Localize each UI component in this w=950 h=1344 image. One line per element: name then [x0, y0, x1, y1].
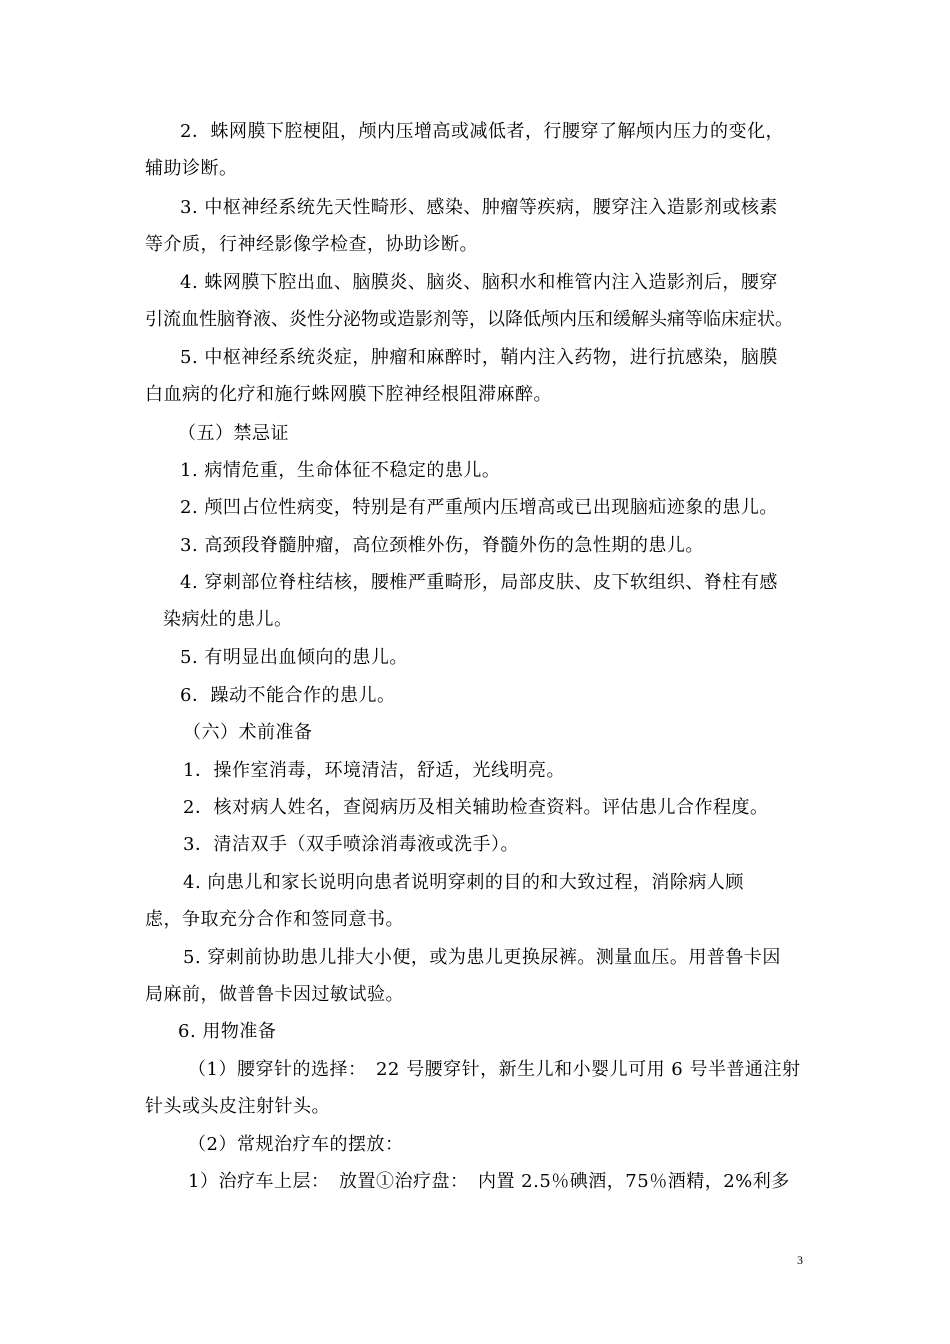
- text-line: 针头或头皮注射针头。: [145, 1096, 330, 1117]
- text-line: 1）治疗车上层： 放置①治疗盘： 内置 2.5％碘酒，75％酒精，2%利多: [188, 1171, 790, 1192]
- text-line: 辅助诊断。: [145, 158, 238, 179]
- text-line: 等介质，行神经影像学检查，协助诊断。: [145, 234, 478, 255]
- text-line: 3. 高颈段脊髓肿瘤，高位颈椎外伤，脊髓外伤的急性期的患儿。: [180, 535, 704, 556]
- text-line: 1．操作室消毒，环境清洁，舒适，光线明亮。: [183, 760, 565, 781]
- text-line: 5. 穿刺前协助患儿排大小便，或为患儿更换尿裤。测量血压。用普鲁卡因: [183, 947, 781, 968]
- text-line: 5. 有明显出血倾向的患儿。: [180, 647, 408, 668]
- text-line: 4. 向患儿和家长说明向患者说明穿刺的目的和大致过程，消除病人顾: [183, 872, 744, 893]
- text-line: 2. 颅凹占位性病变，特别是有严重颅内压增高或已出现脑疝迹象的患儿。: [180, 497, 778, 518]
- text-line: 染病灶的患儿。: [163, 609, 293, 630]
- text-line: （2）常规治疗车的摆放：: [188, 1134, 404, 1155]
- text-line: 2．核对病人姓名，查阅病历及相关辅助检查资料。评估患儿合作程度。: [183, 797, 769, 818]
- text-line: 2．蛛网膜下腔梗阻，颅内压增高或减低者，行腰穿了解颅内压力的变化，: [180, 121, 784, 142]
- text-line: 虑，争取充分合作和签同意书。: [145, 909, 404, 930]
- text-line: （1）腰穿针的选择： 22 号腰穿针，新生儿和小婴儿可用 6 号半普通注射: [188, 1059, 801, 1080]
- text-line: 6. 用物准备: [178, 1021, 277, 1042]
- text-line: 1. 病情危重，生命体征不稳定的患儿。: [180, 460, 501, 481]
- text-line: 引流血性脑脊液、炎性分泌物或造影剂等，以降低颅内压和缓解头痛等临床症状。: [145, 309, 793, 330]
- text-line: 4. 蛛网膜下腔出血、脑膜炎、脑炎、脑积水和椎管内注入造影剂后，腰穿: [180, 272, 778, 293]
- section-heading: （六）术前准备: [183, 722, 313, 743]
- text-line: 3. 中枢神经系统先天性畸形、感染、肿瘤等疾病，腰穿注入造影剂或核素: [180, 197, 778, 218]
- text-line: 5. 中枢神经系统炎症，肿瘤和麻醉时，鞘内注入药物，进行抗感染，脑膜: [180, 347, 778, 368]
- text-line: 白血病的化疗和施行蛛网膜下腔神经根阻滞麻醉。: [145, 384, 552, 405]
- page-number: 3: [797, 1253, 803, 1267]
- text-line: 局麻前，做普鲁卡因过敏试验。: [145, 984, 404, 1005]
- text-line: 6．躁动不能合作的患儿。: [180, 685, 396, 706]
- text-line: 4. 穿刺部位脊柱结核，腰椎严重畸形，局部皮肤、皮下软组织、脊柱有感: [180, 572, 778, 593]
- text-line: 3．清洁双手（双手喷涂消毒液或洗手）。: [183, 834, 519, 855]
- section-heading: （五）禁忌证: [178, 423, 289, 444]
